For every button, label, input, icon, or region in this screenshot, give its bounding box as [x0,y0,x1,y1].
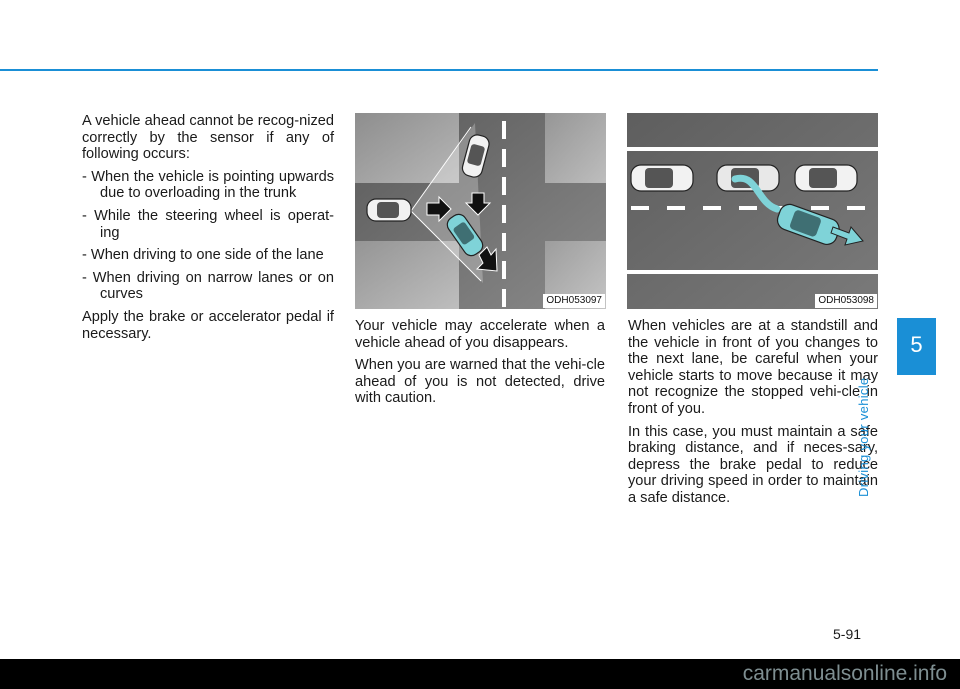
outro-paragraph: Apply the brake or accelerator pedal if necessary. [82,308,334,342]
paragraph: Your vehicle may accelerate when a vehicle ahead of you disappears. [355,318,605,351]
list-item: - When driving to one side of the lane [82,247,324,264]
list-item: - When the vehicle is pointing upwards due to overloading in the trunk [82,168,334,202]
text-column-left [82,113,334,348]
chapter-tab [897,318,936,375]
standstill-illustration [627,113,878,309]
figure-intersection [355,113,606,309]
watermark-text[interactable]: carmanualsonline.info [742,662,947,685]
text-column-right [628,318,878,513]
page-number: 5-91 [833,626,862,642]
list-item: - While the steering wheel is operat-ing [82,207,334,241]
text-column-middle [355,318,605,413]
intro-paragraph: A vehicle ahead cannot be recog-nized correctly by the sensor if any of following occurs: [82,113,334,163]
watermark-bar [0,659,960,689]
chapter-number: 5 [910,332,923,357]
own-car-icon [367,199,411,221]
stopped-car-icon [631,165,693,191]
paragraph: When you are warned that the vehi-cle ahead of you is not detected, drive with caution. [355,357,605,407]
figure-code: ODH053097 [543,294,605,308]
paragraph: When vehicles are at a standstill and the vehicle in front of you changes to the next lane, be careful when your vehicle starts to move because it may not recognize the stopped vehi-cle in front of you. [628,318,878,417]
list-item: - When driving on narrow lanes or on curves [82,269,334,303]
intersection-illustration [355,113,606,309]
figure-standstill [627,113,878,309]
chapter-label: Driving your vehicle [856,377,871,497]
paragraph: In this case, you must maintain a safe braking distance, and if neces-sary, depress the brake pedal to reduce your driving speed in order to maintain a safe distance. [628,423,878,506]
header-rule [0,69,878,71]
stopped-car-icon [795,165,857,191]
figure-code: ODH053098 [815,294,877,308]
